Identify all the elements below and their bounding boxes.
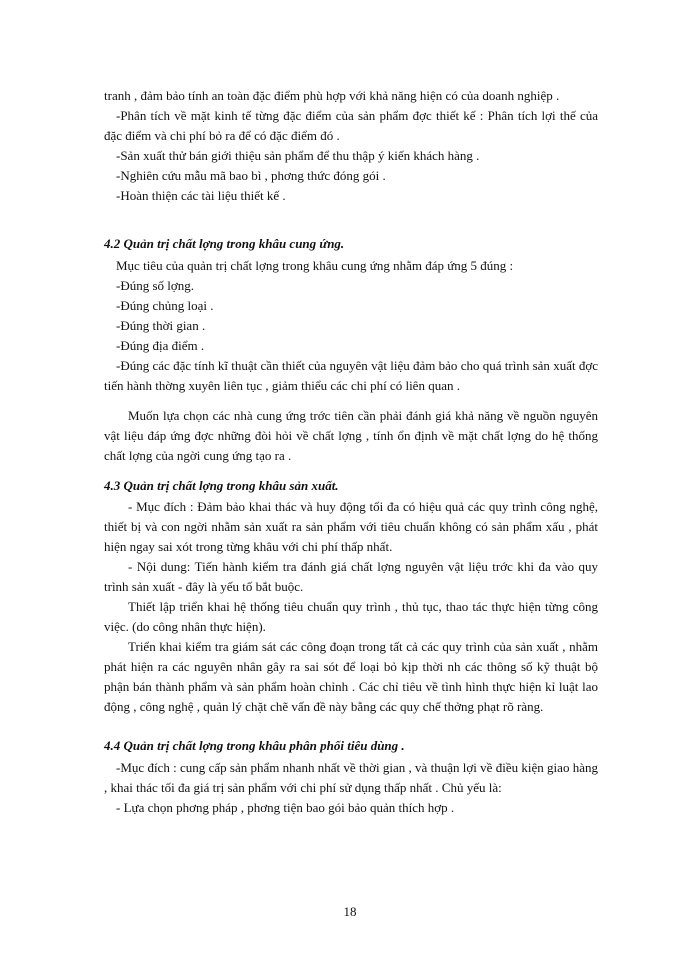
s43-line-2: - Nội dung: Tiến hành kiểm tra đánh giá chất lợng nguyên vật liệu trớc khi đa vào quy trình sản xuất - đây là yếu tố bắt buộc. — [104, 559, 598, 594]
page-number: 18 — [343, 904, 357, 919]
s42-line-7: Muốn lựa chọn các nhà cung ứng trớc tiên cần phải đánh giá khả năng về nguồn nguyên vật liệu đáp ứng đợc những đòi hỏi về chất lợng , tính ổn định về mặt chất lợng do hệ thống chất lợng của ngời cung ứng tạo ra . — [104, 408, 598, 463]
intro-block — [104, 86, 598, 206]
intro-line-3: -Sản xuất thử bán giới thiệu sản phẩm để thu thập ý kiến khách hàng . — [116, 148, 480, 163]
section-4-4-heading: 4.4 Quản trị chất lợng trong khâu phân phối tiêu dùng . — [104, 738, 405, 753]
s43-line-1: - Mục đích : Đảm bảo khai thác và huy động tối đa có hiệu quả các quy trình công nghệ, thiết bị và con ngời nhằm sản xuất ra sản phẩm với tiêu chuẩn không có sản phẩm xấu , phát hiện ngay sai xót trong từng khâu với chi phí thấp nhất. — [104, 499, 598, 554]
section-4-3-body — [104, 497, 598, 717]
s42-line-6: -Đúng các đặc tính kĩ thuật cần thiết của nguyên vật liệu đảm bảo cho quá trình sản xuất đợc tiến hành thờng xuyên liên tục , giảm thiểu các chi phí có liên quan . — [104, 358, 598, 393]
intro-line-5: -Hoàn thiện các tài liệu thiết kế . — [116, 188, 286, 203]
s43-line-3: Thiết lập triển khai hệ thống tiêu chuẩn quy trình , thủ tục, thao tác thực hiện từng công việc. (do công nhân thực hiện). — [104, 599, 598, 634]
s42-line-5: -Đúng địa điểm . — [116, 338, 205, 353]
s44-line-2: - Lựa chọn phơng pháp , phơng tiện bao gói bảo quản thích hợp . — [116, 800, 455, 815]
intro-line-2: -Phân tích về mặt kinh tế từng đặc điểm của sản phẩm đợc thiết kế : Phân tích lợi thế của đặc điểm và chi phí bỏ ra để có đặc điểm đó . — [104, 108, 598, 143]
s43-line-4: Triển khai kiểm tra giám sát các công đoạn trong tất cả các quy trình của sản xuất , nhằm phát hiện ra các nguyên nhân gây ra sai sót để loại bỏ kịp thời nh các thông số kỹ thuật bộ phận bán thành phẩm và sản phẩm hoàn chỉnh . Các chỉ tiêu về tình hình thực hiện kỉ luật lao động , công nghệ , quản lý chặt chẽ vấn đề này bằng các quy chế thởng phạt rõ ràng. — [104, 639, 598, 714]
section-4-2-body — [104, 256, 598, 466]
s42-line-2: -Đúng số lợng. — [116, 278, 195, 293]
intro-line-1: tranh , đảm bảo tính an toàn đặc điểm phù hợp với khả năng hiện có của doanh nghiệp . — [104, 88, 560, 103]
section-4-4-body — [104, 758, 598, 818]
s42-line-1: Mục tiêu của quản trị chất lợng trong khâu cung ứng nhằm đáp ứng 5 đúng : — [116, 258, 514, 273]
intro-line-4: -Nghiên cứu mẫu mã bao bì , phơng thức đóng gói . — [116, 168, 386, 183]
s44-line-1: -Mục đích : cung cấp sản phẩm nhanh nhất về thời gian , và thuận lợi về điều kiện giao hàng , khai thác tối đa giá trị sản phẩm với chi phí sử dụng thấp nhất . Chủ yếu là: — [104, 760, 598, 795]
s42-line-3: -Đúng chủng loại . — [116, 298, 214, 313]
s42-line-4: -Đúng thời gian . — [116, 318, 206, 333]
section-4-2-heading: 4.2 Quản trị chất lợng trong khâu cung ứng. — [104, 236, 345, 251]
section-4-3-heading: 4.3 Quản trị chất lợng trong khâu sản xuất. — [104, 478, 339, 493]
